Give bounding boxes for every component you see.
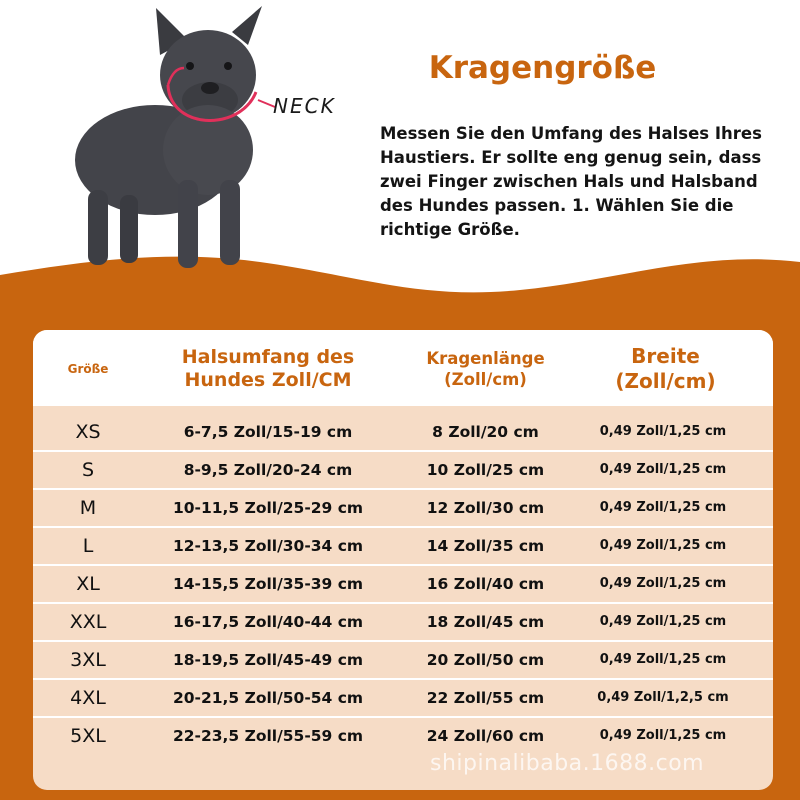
cell-size: S (81, 459, 95, 481)
cell-size: XL (76, 573, 100, 595)
cell-length: 8 Zoll/20 cm (432, 423, 539, 441)
french-bulldog-image (60, 0, 290, 280)
cell-size: M (79, 497, 97, 519)
size-table (33, 330, 773, 790)
watermark: shipinalibaba.1688.com (430, 751, 705, 776)
cell-neck: 16-17,5 Zoll/40-44 cm (172, 613, 364, 631)
cell-neck: 18-19,5 Zoll/45-49 cm (172, 651, 364, 669)
header-width: Breite (Zoll/cm) (615, 344, 716, 393)
cell-neck: 22-23,5 Zoll/55-59 cm (172, 727, 364, 745)
cell-width: 0,49 Zoll/1,25 cm (599, 728, 727, 743)
page-title: Kragengröße (428, 50, 657, 86)
cell-width: 0,49 Zoll/1,25 cm (599, 652, 727, 667)
cell-size: L (82, 535, 94, 557)
cell-neck: 6-7,5 Zoll/15-19 cm (183, 423, 353, 441)
cell-length: 24 Zoll/60 cm (426, 727, 545, 745)
cell-length: 20 Zoll/50 cm (426, 651, 545, 669)
cell-width: 0,49 Zoll/1,25 cm (599, 462, 727, 477)
table-header (33, 330, 773, 406)
cell-length: 16 Zoll/40 cm (426, 575, 545, 593)
cell-size: 4XL (70, 687, 106, 709)
cell-length: 22 Zoll/55 cm (426, 689, 545, 707)
table-row (33, 528, 773, 566)
cell-size: 5XL (70, 725, 106, 747)
table-row (33, 604, 773, 642)
cell-width: 0,49 Zoll/1,25 cm (599, 614, 727, 629)
table-row (33, 680, 773, 718)
table-row (33, 414, 773, 452)
header-neck-circumference: Halsumfang des Hundes Zoll/CM (181, 346, 355, 391)
header-size: Größe (67, 362, 109, 376)
cell-length: 14 Zoll/35 cm (426, 537, 545, 555)
cell-width: 0,49 Zoll/1,25 cm (599, 576, 727, 591)
cell-neck: 10-11,5 Zoll/25-29 cm (172, 499, 364, 517)
cell-neck: 14-15,5 Zoll/35-39 cm (172, 575, 364, 593)
cell-length: 18 Zoll/45 cm (426, 613, 545, 631)
cell-neck: 8-9,5 Zoll/20-24 cm (183, 461, 353, 479)
table-row (33, 490, 773, 528)
cell-width: 0,49 Zoll/1,25 cm (599, 538, 727, 553)
cell-width: 0,49 Zoll/1,2,5 cm (597, 690, 729, 705)
cell-neck: 12-13,5 Zoll/30-34 cm (172, 537, 364, 555)
header-collar-length: Kragenlänge (Zoll/cm) (426, 349, 545, 389)
cell-length: 10 Zoll/25 cm (426, 461, 545, 479)
cell-neck: 20-21,5 Zoll/50-54 cm (172, 689, 364, 707)
cell-width: 0,49 Zoll/1,25 cm (599, 424, 727, 439)
cell-width: 0,49 Zoll/1,25 cm (599, 500, 727, 515)
neck-label: NECK (273, 94, 336, 118)
table-row (33, 452, 773, 490)
table-row (33, 566, 773, 604)
table-row (33, 642, 773, 680)
cell-size: 3XL (70, 649, 106, 671)
cell-size: XXL (69, 611, 107, 633)
measurement-instructions: Messen Sie den Umfang des Halses Ihres Haustiers. Er sollte eng genug sein, dass zwei Finger zwischen Hals und Halsband des Hundes passen. 1. Wählen Sie die richtige Größe. (380, 124, 762, 239)
cell-length: 12 Zoll/30 cm (426, 499, 545, 517)
cell-size: XS (75, 421, 101, 443)
